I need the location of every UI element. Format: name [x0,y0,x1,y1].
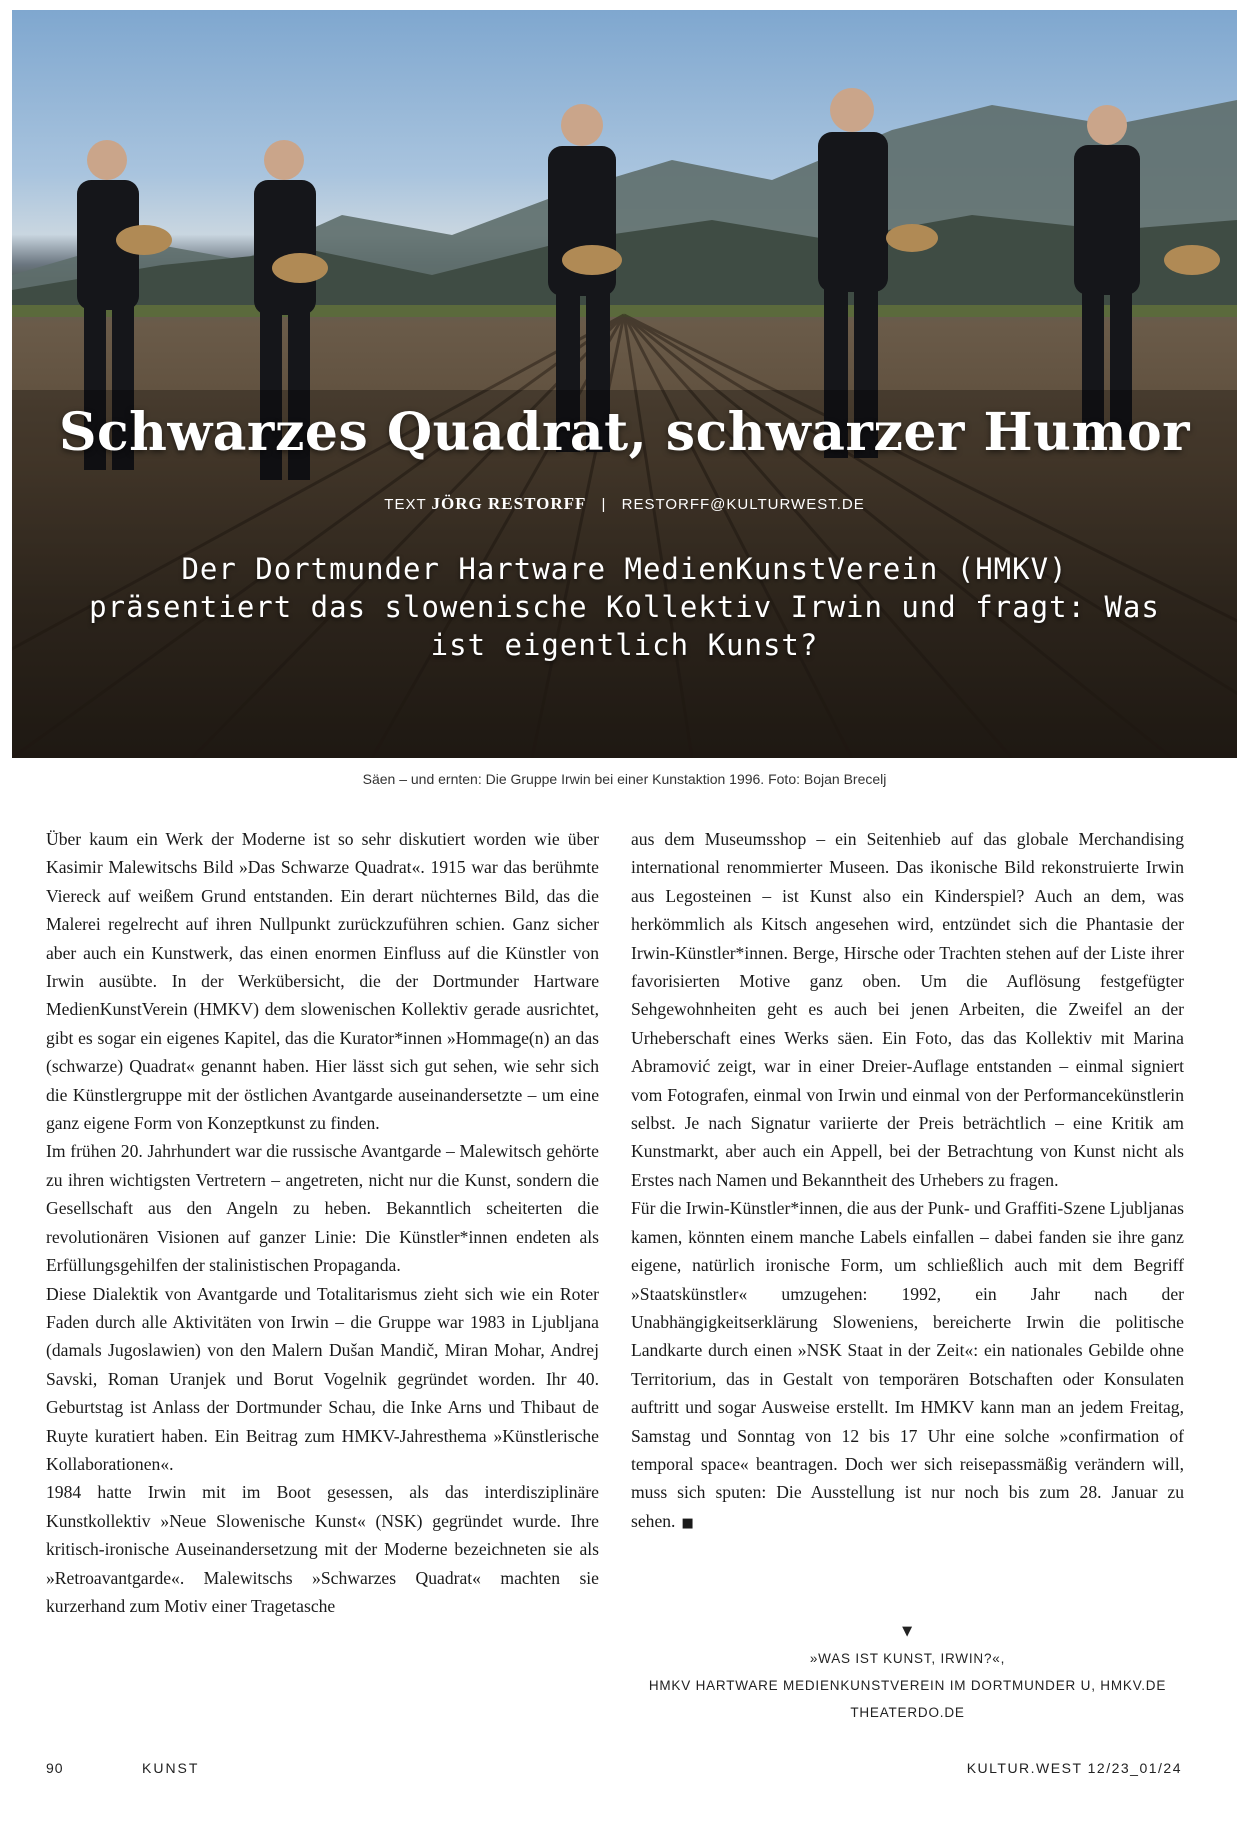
photo-caption: Säen – und ernten: Die Gruppe Irwin bei einer Kunstaktion 1996. Foto: Bojan Brecelj [362,771,887,787]
paragraph: Im frühen 20. Jahrhundert war die russische Avantgarde – Malewitsch gehörte zu ihren wichtigsten Vertretern – angetreten, nicht nur die Kunst, sondern die Gesellschaft aus den Angeln zu heben. Bekanntlich scheiterten die revolutionären Visionen auf ganzer Linie: Die Künstler*innen endeten als Erfüllungsgehilfen der stalinistischen Propaganda. [46,1141,599,1276]
end-mark-icon: ■ [681,1515,694,1531]
paragraph: 1984 hatte Irwin mit im Boot gesessen, als das interdisziplinäre Kunstkollektiv »Neue Slowenische Kunst« (NSK) gegründet wurde. Ihre kritisch-ironische Auseinandersetzung mit der Moderne bezeichneten sie als »Retroavantgarde«. Malewitschs »Schwarzes Quadrat« machten sie kurzerhand zum Motiv einer Tragetasche [46,1482,599,1616]
hero-photo [12,10,1237,758]
byline [12,494,1237,514]
byline-separator: | [601,496,607,513]
exhibition-link[interactable]: THEATERDO.DE [850,1705,965,1720]
article-lead: Der Dortmunder Hartware MedienKunstVerein (HMKV) präsentiert das slowenische Kollektiv Irwin und fragt: Was ist eigentlich Kunst? [89,552,1160,662]
article-headline: Schwarzes Quadrat, schwarzer Humor [58,402,1191,463]
magazine-issue: KULTUR.WEST 12/23_01/24 [966,1760,1182,1776]
article-column-right [631,825,1184,1538]
down-triangle-icon: ▼ [902,1624,913,1639]
page-number: 90 [46,1760,64,1776]
exhibition-info [631,1618,1184,1726]
paragraph: Diese Dialektik von Avantgarde und Totalitarismus zieht sich wie ein Roter Faden durch alle Aktivitäten von Irwin – die Gruppe war 1983 in Ljubljana (damals Jugoslawien) von den Malern Dušan Mandič, Miran Mohar, Andrej Savski, Roman Uranjek und Borut Vogelnik gegründet worden. Ihr 40. Geburtstag ist Anlass der Dortmunder Schau, die Inke Arns und Thibaut de Ruyte kuratiert haben. Ein Beitrag zum HMKV-Jahresthema »Künstlerische Kollaborationen«. [46,1283,599,1474]
paragraph: aus dem Museumsshop – ein Seitenhieb auf das globale Merchandising international renommierter Museen. Das ikonische Bild rekonstruierte Irwin aus Legosteinen – ist Kunst also ein Kinderspiel? Auch an dem, was herkömmlich als Kitsch angesehen wird, entzündet sich die Phantasie der Irwin-Künstler*innen. Berge, Hirsche oder Trachten stehen auf der Liste ihrer favorisierten Motive ganz oben. Um die Auflösung festgefügter Sehgewohnheiten geht es auch bei jenen Arbeiten, die Zweifel an der Urheberschaft eines Werks säen. Ein Foto, das das Kollektiv mit Marina Abramović zeigt, war in einer Dreier-Auflage entstanden – einmal signiert vom Fotografen, einmal von Irwin und einmal von der Performancekünstlerin selbst. Je nach Signatur variierte der Preis beträchtlich – eine Kritik am Kunstmarkt, aber auch ein Appell, bei der Betrachtung von Kunst nicht als Erstes nach Namen und Bekanntheit des Urhebers zu fragen. [631,829,1184,1190]
paragraph: Über kaum ein Werk der Moderne ist so sehr diskutiert worden wie über Kasimir Malewitschs Bild »Das Schwarze Quadrat«. 1915 war das berühmte Viereck auf weißem Grund entstanden. Ein derart nüchternes Bild, das die Malerei regelrecht auf ihren Nullpunkt zurückzuführen schien. Ganz sicher aber auch ein Kunstwerk, das einen enormen Einfluss auf die Künstler von Irwin ausübte. In der Werkübersicht, die der Dortmunder Hartware MedienKunstVerein (HMKV) dem slowenischen Kollektiv gerade ausrichtet, gibt es sogar ein eigenes Kapitel, das die Kurator*innen »Hommage(n) an das (schwarze) Quadrat« genannt haben. Hier lässt sich gut sehen, wie sehr sich die Künstlergruppe mit der östlichen Avantgarde auseinandersetzte – um eine ganz eigene Form von Konzeptkunst zu finden. [46,829,599,1134]
article-column-left [46,825,599,1620]
paragraph-final-text: Für die Irwin-Künstler*innen, die aus der Punk- und Graffiti-Szene Ljubljanas kamen, könnten einem manche Labels einfallen – dabei fanden sie ihre ganz eigene, natürlich ironische Form, um schließlich auch mit dem Begriff »Staatskünstler« umzugehen: 1992, ein Jahr nach der Unabhängigkeitserklärung Sloweniens, bereicherte Irwin die politische Landkarte durch einen »NSK Staat in der Zeit«: ein nationales Gebilde ohne Territorium, das in Gestalt von temporären Botschaften oder Konsulaten auftritt und sogar Ausweise erstellt. Im HMKV kann man an jedem Freitag, Samstag und Sonntag von 12 bis 17 Uhr eine solche »confirmation of temporal space« beantragen. Doch wer sich reisepassmäßig verändern will, muss sich sputen: Die Ausstellung ist nur noch bis zum 28. Januar zu sehen. [631,1198,1184,1531]
paragraph-final [631,1194,1184,1538]
section-label: KUNST [142,1760,200,1776]
byline-prefix: TEXT [384,496,427,513]
exhibition-venue: HMKV HARTWARE MEDIENKUNSTVEREIN IM DORTMUNDER U, HMKV.DE [648,1678,1167,1693]
byline-email[interactable]: RESTORFF@KULTURWEST.DE [621,496,865,513]
byline-author: JÖRG RESTORFF [431,494,587,513]
exhibition-title: »WAS IST KUNST, IRWIN?«, [809,1651,1006,1666]
